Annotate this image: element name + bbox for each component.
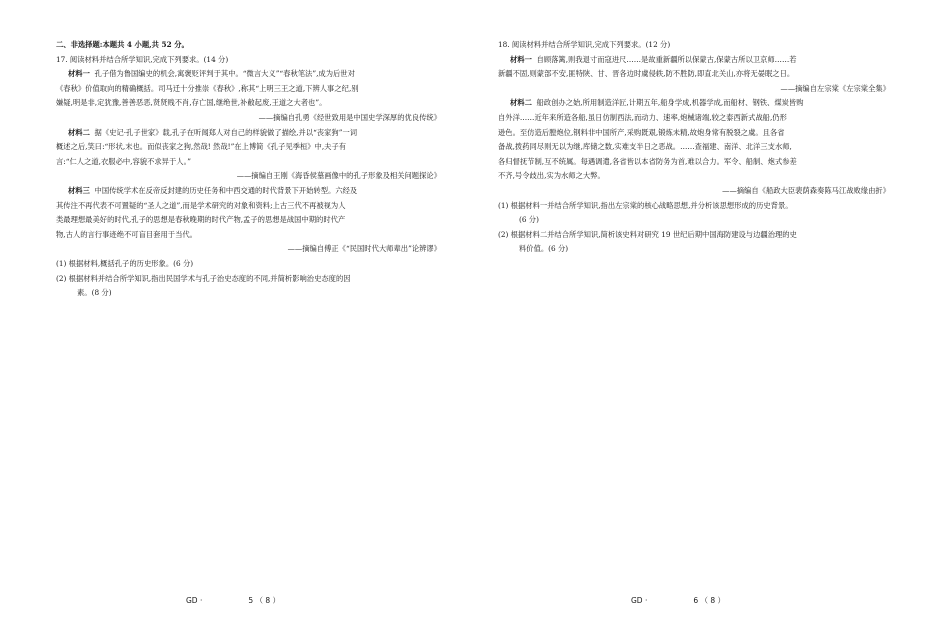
q18-m2-line: 自外洋……近年来所造各船,虽日仿制西法,而动力、速率,炮械诸端,较之泰西新式战船,仍形 [498,112,787,122]
right-footer [631,595,725,606]
q18-m2-line: 不齐,号令歧出,实为水师之大弊。 [498,171,605,181]
right-page [475,0,950,631]
right-page-content [498,38,890,257]
q17-m1-line: 孔子借为鲁国编史的机会,寓褒贬评判于其中。“微言大义”“春秋笔法”,成为后世对 [94,69,355,79]
q18-m2-line: 逊色。至仿造后膛炮位,钢料非中国所产,采购既艰,锻炼未精,故炮身常有脱裂之虞。且各省 [498,127,785,137]
q17-m2-label: 材料二 [68,127,90,137]
q18-subquestion-2: (2) 根据材料二并结合所学知识,简析该史料对研究 19 世纪后期中国海防建设与边疆治理的史 [498,229,797,239]
right-page-number: 6 （ 8 ） [693,596,726,605]
q18-material-1 [498,53,890,97]
q17-m1-line: 嫌疑,明是非,定犹豫,善善恶恶,贤贤贱不肖,存亡国,继绝世,补敝起废,王道之大者也”。 [56,98,327,108]
q17-subquestion-2: (2) 根据材料并结合所学知识,指出民国学术与孔子治史态度的不同,并简析影响治史态度的因 [56,273,351,283]
q17-m3-line: 类最理想最美好的时代,孔子的思想是春秋晚期的时代产物,孟子的思想是战国中期的时代产 [56,215,346,225]
q18-subquestion-2-cont: 料价值。(6 分) [519,244,569,254]
q17-m3-label: 材料三 [68,185,90,195]
q17-material-3 [56,184,441,257]
section-title: 二、非选择题:本题共 4 小题,共 52 分。 [56,40,189,49]
q18-m1-line: 自顾落篱,则我退寸而寇进尺……是故重新疆所以保蒙古,保蒙古所以卫京师……若 [536,54,797,64]
q17-m2-line: 据《史记·孔子世家》载,孔子在听闻郑人对自己的样貌做了描绘,并以“丧家狗”一词 [94,127,358,137]
q17-m1-label: 材料一 [68,69,90,79]
left-footer-prefix: GD · [186,596,203,605]
q17-prompt: 17. 阅读材料并结合所学知识,完成下列要求。(14 分) [56,54,229,64]
q18-m2-line: 各归督抚节制,互不统属。每遇调遣,各省皆以本省防务为首,难以合力。军令、船制、炮式参差 [498,156,797,166]
right-footer-prefix: GD · [631,596,648,605]
q17-material-1 [56,67,441,125]
q18-m2-source: ——摘编自《船政大臣裴荫森奏陈马江战败缘由折》 [722,185,890,195]
q18-m1-source: ——摘编自左宗棠《左宗棠全集》 [780,83,890,93]
left-footer [186,595,280,606]
q17-m3-line: 其传注不再代表不可置疑的“圣人之道”,而是学术研究的对象和资料;上古三代不再被视为人 [56,200,346,210]
q18-prompt: 18. 阅读材料并结合所学知识,完成下列要求。(12 分) [498,40,671,49]
q17-m3-line: 中国传统学术在反帝反封建的历史任务和中西交通的时代背景下开始转型。六经及 [94,185,358,195]
left-page-number: 5 （ 8 ） [248,596,281,605]
q18-m2-line: 船政创办之始,所用制造洋匠,计期五年,船身学成,机器学成,而船材、钢铁、煤炭皆购 [536,98,804,108]
left-page-content [56,38,441,301]
q18-material-2 [498,96,890,198]
q18-subquestion-1-cont: (6 分) [519,215,539,225]
q18-m1-label: 材料一 [510,54,532,64]
q17-material-2 [56,126,441,184]
q17-subquestion-2-cont: 素。(8 分) [77,288,112,298]
q17-subquestion-1: (1) 根据材料,概括孔子的历史形象。(6 分) [56,258,194,268]
q17-m2-line: 言:“仁人之道,衣服必中,容貌不求异于人。” [56,156,191,166]
q18-m1-line: 新疆不固,则蒙部不安,匪特陕、甘、晋各边时虞侵轶,防不胜防,即直北关山,亦将无晏眠之日。 [498,69,795,79]
q17-m3-source: ——摘编自傅正《“民国时代大师辈出”论辨谬》 [287,244,441,254]
q18-subquestion-1: (1) 根据材料一并结合所学知识,指出左宗棠的核心战略思想,并分析该思想形成的历史背景。 [498,200,793,210]
q17-m2-source: ——摘编自王刚《海昏侯墓画像中的孔子形象及相关问题探论》 [236,171,441,181]
q17-m2-line: 概述之后,笑曰:“形状,末也。而似丧家之狗,然哉! 然哉!”在上博简《孔子见季桓》中,夫子有 [56,142,347,152]
q17-m3-line: 物,古人的言行事迹绝不可盲目套用于当代。 [56,229,197,239]
q17-m1-source: ——摘编自孔勇《经世致用是中国史学深厚的优良传统》 [258,112,441,122]
q18-m2-label: 材料二 [510,98,532,108]
q18-m2-line: 备战,拨药同尽则无以为继,库储之数,实难支半日之恶战。……查福建、南洋、北洋三支水师, [498,142,792,152]
q17-m1-line: 《春秋》价值取向的精确概括。司马迁十分推崇《春秋》,称其“上明三王之道,下辨人事之纪,别 [56,83,359,93]
